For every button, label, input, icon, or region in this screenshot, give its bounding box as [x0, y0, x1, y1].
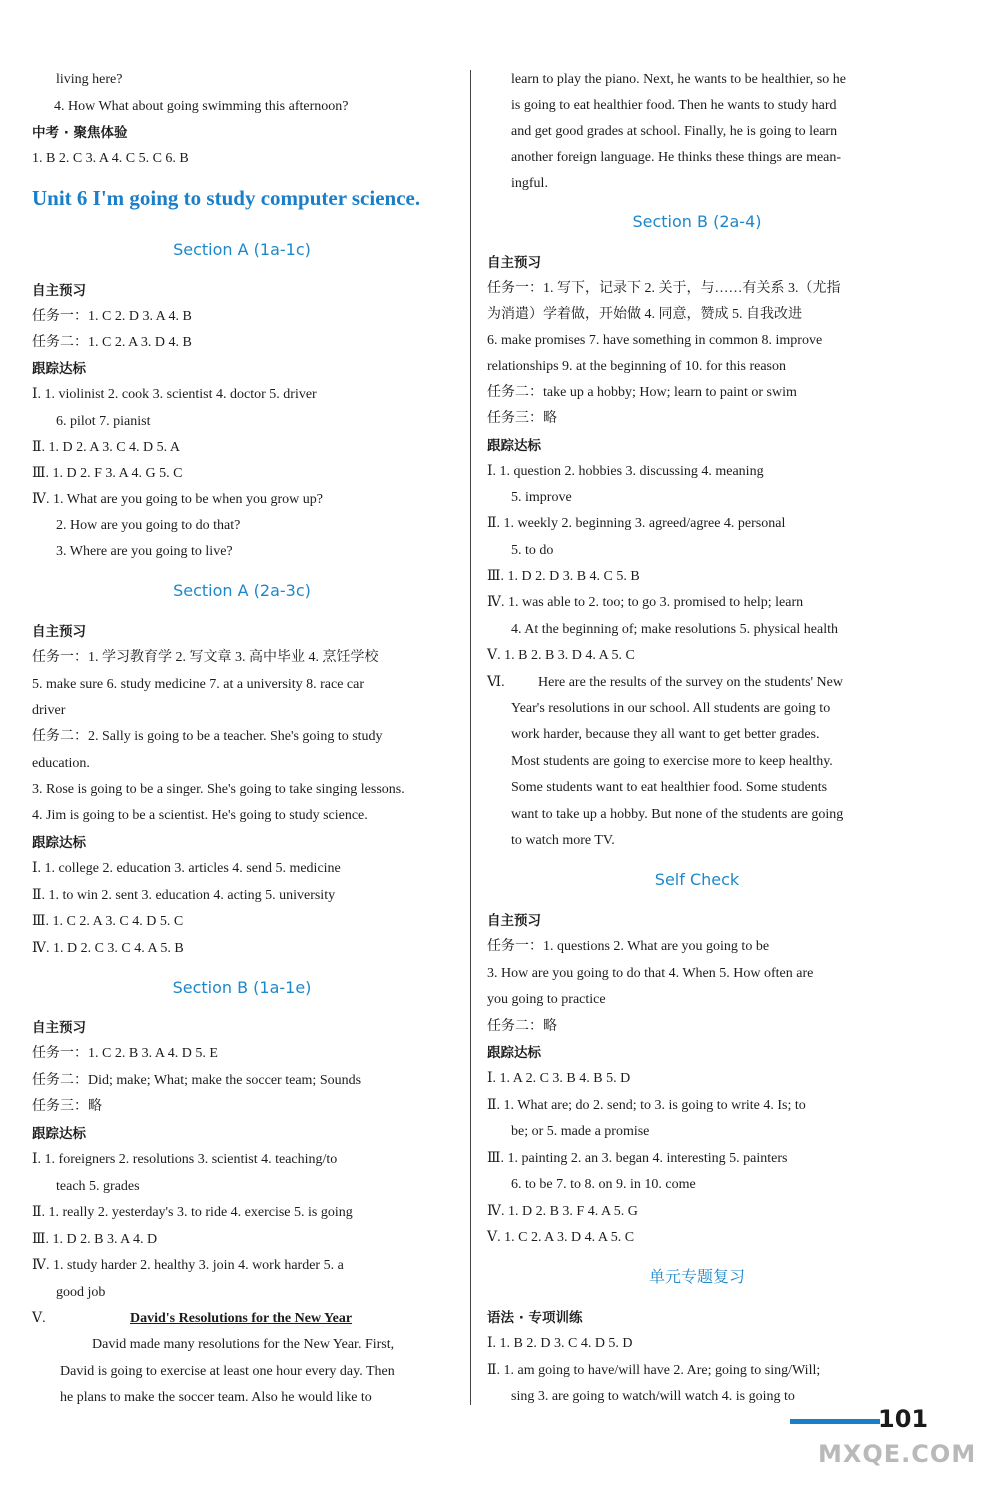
answer-line: 5. make sure 6. study medicine 7. at a university 8. race car [32, 677, 364, 692]
answer-line: Ⅴ. [32, 1311, 46, 1326]
page-number: 101 [878, 1405, 929, 1433]
subheading: 跟踪达标 [32, 835, 86, 851]
essay-line: Year's resolutions in our school. All students are going to [511, 701, 831, 716]
subheading: 自主预习 [32, 1020, 86, 1036]
answer-line: 6. to be 7. to 8. on 9. in 10. come [511, 1177, 696, 1192]
answer-line: Ⅳ. 1. D 2. C 3. C 4. A 5. B [32, 941, 184, 956]
subheading: 中考 · 聚焦体验 [32, 125, 128, 141]
answer-line: Ⅲ. 1. C 2. A 3. C 4. D 5. C [32, 914, 184, 929]
answer-line: 任务一：1. questions 2. What are you going to be [487, 939, 770, 954]
answer-line: 5. improve [511, 490, 572, 505]
answer-line: living here? [56, 72, 123, 87]
answer-line: Ⅱ. 1. am going to have/will have 2. Are; going to sing/Will; [487, 1363, 821, 1378]
essay-line: David is going to exercise at least one hour every day. Then [60, 1364, 395, 1379]
answer-line: 任务二：略 [487, 1019, 557, 1034]
answer-line: Ⅲ. 1. D 2. B 3. A 4. D [32, 1232, 158, 1247]
answer-line: Ⅰ. 1. A 2. C 3. B 4. B 5. D [487, 1071, 631, 1086]
answer-line: 任务一：1. 学习教育学 2. 写文章 3. 高中毕业 4. 烹饪学校 [32, 650, 379, 665]
answer-line: 任务二：1. C 2. A 3. D 4. B [32, 335, 192, 350]
essay-line: ingful. [511, 176, 548, 191]
essay-line: work harder, because they all want to get better grades. [511, 727, 820, 742]
unit-title: Unit 6 I'm going to study computer science. [32, 186, 421, 210]
answer-line: Ⅱ. 1. to win 2. sent 3. education 4. acting 5. university [32, 888, 336, 903]
subheading: 自主预习 [32, 624, 86, 640]
answer-line: 1. B 2. C 3. A 4. C 5. C 6. B [32, 151, 189, 166]
answer-line: Ⅰ. 1. violinist 2. cook 3. scientist 4. doctor 5. driver [32, 387, 317, 402]
section-heading: Section A (1a-1c) [173, 240, 311, 259]
answer-line: 5. to do [511, 543, 554, 558]
answer-line: Ⅲ. 1. painting 2. an 3. began 4. interesting 5. painters [487, 1151, 788, 1166]
section-heading: Section B (1a-1e) [172, 978, 312, 997]
answer-line: Ⅰ. 1. college 2. education 3. articles 4. send 5. medicine [32, 861, 341, 876]
answer-line: you going to practice [487, 992, 606, 1007]
answer-line: be; or 5. made a promise [511, 1124, 650, 1139]
subheading: 语法 · 专项训练 [487, 1310, 583, 1326]
answer-line: Ⅲ. 1. D 2. F 3. A 4. G 5. C [32, 466, 183, 481]
answer-line: 4. Jim is going to be a scientist. He's going to study science. [32, 808, 368, 823]
essay-line: want to take up a hobby. But none of the students are going [511, 807, 844, 822]
essay-line: and get good grades at school. Finally, he is going to learn [511, 124, 838, 139]
answer-line: 任务二：2. Sally is going to be a teacher. She's going to study [32, 729, 383, 744]
answer-line: Ⅰ. 1. question 2. hobbies 3. discussing 4. meaning [487, 464, 764, 479]
section-heading: Section A (2a-3c) [173, 581, 311, 600]
footer-accent-bar [790, 1419, 880, 1424]
answer-line: Ⅴ. 1. C 2. A 3. D 4. A 5. C [487, 1230, 635, 1245]
answer-line: 任务一：1. 写下，记录下 2. 关于，与……有关系 3.（尤指 [487, 281, 841, 296]
essay-title: David's Resolutions for the New Year [130, 1311, 353, 1326]
answer-line: teach 5. grades [56, 1179, 140, 1194]
answer-line: relationships 9. at the beginning of 10. for this reason [487, 359, 786, 374]
answer-line: Ⅴ. 1. B 2. B 3. D 4. A 5. C [487, 648, 635, 663]
answer-line: 3. Where are you going to live? [56, 544, 233, 559]
essay-line: to watch more TV. [511, 833, 615, 848]
subheading: 跟踪达标 [32, 1126, 86, 1142]
answer-line: Ⅳ. 1. What are you going to be when you grow up? [32, 492, 323, 507]
answer-line: 为消遣）学着做，开始做 4. 同意，赞成 5. 自我改进 [487, 307, 802, 322]
subheading: 跟踪达标 [487, 438, 541, 454]
answer-line: driver [32, 703, 66, 718]
answer-line: Ⅱ. 1. weekly 2. beginning 3. agreed/agree 4. personal [487, 516, 786, 531]
answer-line: 3. How are you going to do that 4. When 5. How often are [487, 966, 814, 981]
answer-line: Ⅰ. 1. B 2. D 3. C 4. D 5. D [487, 1336, 633, 1351]
answer-line: Ⅳ. 1. was able to 2. too; to go 3. promised to help; learn [487, 595, 804, 610]
essay-line: Most students are going to exercise more to keep healthy. [511, 754, 833, 769]
answer-line: Ⅱ. 1. really 2. yesterday's 3. to ride 4. exercise 5. is going [32, 1205, 353, 1220]
answer-line: sing 3. are going to watch/will watch 4. is going to [511, 1389, 795, 1404]
answer-line: Ⅲ. 1. D 2. D 3. B 4. C 5. B [487, 569, 640, 584]
answer-line: 任务二：Did; make; What; make the soccer team; Sounds [32, 1073, 362, 1088]
essay-line: learn to play the piano. Next, he wants to be healthier, so he [511, 72, 846, 87]
answer-line: Ⅵ. [487, 675, 505, 690]
answer-line: 6. make promises 7. have something in common 8. improve [487, 333, 823, 348]
answer-line: 4. How What about going swimming this afternoon? [54, 99, 349, 114]
answer-line: 任务二：take up a hobby; How; learn to paint or swim [487, 385, 797, 400]
subheading: 跟踪达标 [32, 361, 86, 377]
answer-line: 任务三：略 [487, 411, 557, 426]
essay-line: he plans to make the soccer team. Also he would like to [60, 1390, 372, 1405]
section-heading: 单元专题复习 [648, 1267, 745, 1286]
essay-line: Some students want to eat healthier food. Some students [511, 780, 828, 795]
subheading: 跟踪达标 [487, 1045, 541, 1061]
essay-line: David made many resolutions for the New Year. First, [92, 1337, 395, 1352]
watermark: MXQE.COM [818, 1440, 977, 1468]
section-heading: Section B (2a-4) [632, 212, 762, 231]
answer-line: Ⅱ. 1. What are; do 2. send; to 3. is going to write 4. Is; to [487, 1098, 806, 1113]
answer-line: good job [56, 1285, 106, 1300]
essay-line: another foreign language. He thinks these things are mean- [511, 150, 842, 165]
answer-line: 4. At the beginning of; make resolutions 5. physical health [511, 622, 838, 637]
subheading: 自主预习 [32, 283, 86, 299]
answer-line: Ⅳ. 1. study harder 2. healthy 3. join 4. work harder 5. a [32, 1258, 344, 1273]
subheading: 自主预习 [487, 255, 541, 271]
answer-line: 3. Rose is going to be a singer. She's going to take singing lessons. [32, 782, 405, 797]
column-divider [470, 70, 471, 1405]
answer-line: Ⅱ. 1. D 2. A 3. C 4. D 5. A [32, 440, 180, 455]
essay-line: is going to eat healthier food. Then he wants to study hard [511, 98, 837, 113]
answer-line: Ⅳ. 1. D 2. B 3. F 4. A 5. G [487, 1204, 638, 1219]
subheading: 自主预习 [487, 913, 541, 929]
section-heading: Self Check [654, 870, 740, 889]
answer-line: 任务三：略 [32, 1099, 102, 1114]
essay-line: Here are the results of the survey on the students' New [538, 675, 843, 690]
answer-line: 6. pilot 7. pianist [56, 414, 151, 429]
answer-line: Ⅰ. 1. foreigners 2. resolutions 3. scientist 4. teaching/to [32, 1152, 338, 1167]
answer-line: 2. How are you going to do that? [56, 518, 241, 533]
answer-line: education. [32, 756, 90, 771]
answer-line: 任务一：1. C 2. D 3. A 4. B [32, 309, 192, 324]
answer-line: 任务一：1. C 2. B 3. A 4. D 5. E [32, 1046, 218, 1061]
